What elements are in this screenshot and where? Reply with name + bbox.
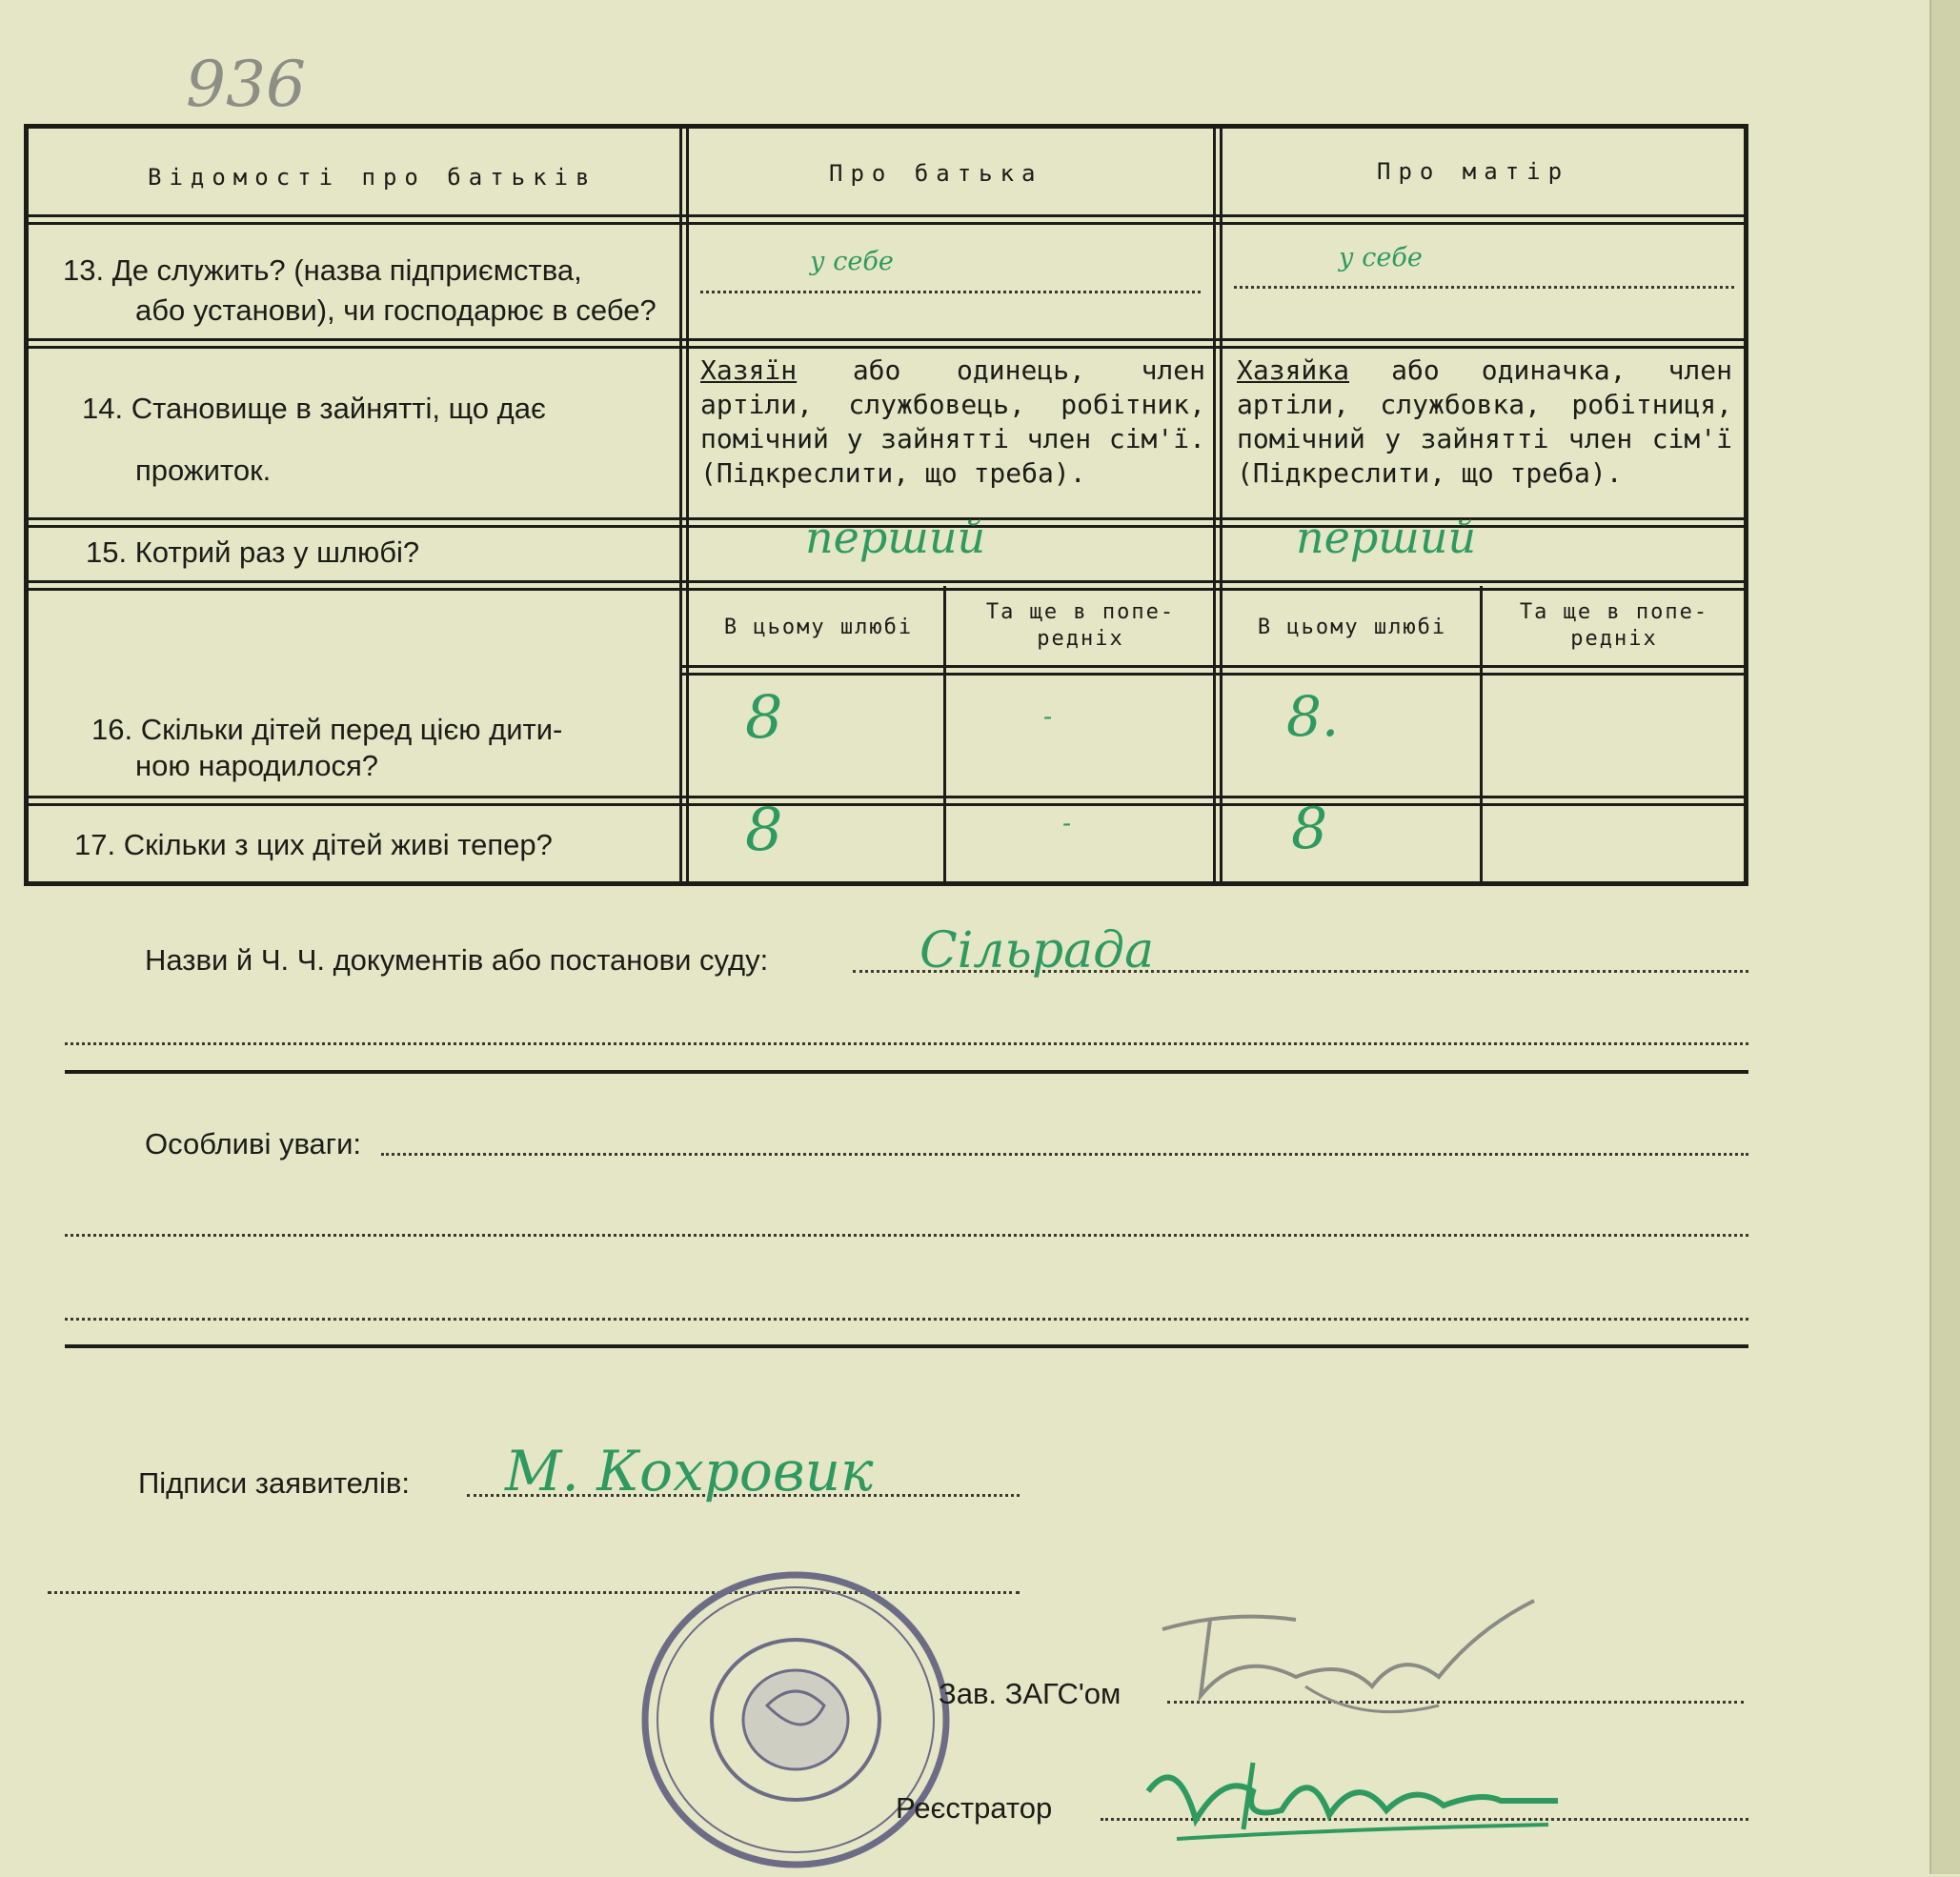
q17-father-this: 8: [745, 795, 783, 864]
row-line-subheader: [682, 665, 1744, 676]
row-line-13: [29, 338, 1744, 349]
q15-father-answer: перший: [805, 512, 986, 563]
q16-father-prev: -: [1043, 702, 1053, 732]
col-divider-2: [1213, 129, 1216, 886]
q17-father-prev: -: [1062, 809, 1072, 838]
signatures-label: Підписи заявителів:: [138, 1466, 410, 1500]
official-stamp: [634, 1563, 958, 1877]
subheader-father-prev-line1: Та ще в попе-: [985, 600, 1176, 624]
zags-head-signature: [1153, 1591, 1553, 1744]
q13-line1: 13. Де служить? (назва підприємства,: [63, 253, 582, 287]
archive-number: 936: [186, 48, 306, 121]
subheader-mother-prev: [1486, 599, 1742, 653]
documents-rule: [65, 1070, 1748, 1074]
remarks-line-2: [65, 1234, 1748, 1237]
q13-mother-answer: у себе: [1339, 243, 1423, 272]
registrar-signature: [1139, 1734, 1577, 1848]
q13-father-line: [700, 291, 1201, 293]
documents-line-2: [65, 1042, 1748, 1045]
q16-father-this: 8: [745, 682, 783, 752]
q15-question: 15. Котрий раз у шлюбі?: [86, 535, 420, 569]
q13-mother-line: [1234, 286, 1734, 289]
remarks-line-3: [65, 1318, 1748, 1321]
subheader-mother-this: В цьому шлюбі: [1257, 616, 1447, 639]
mother-option-rest: або одиначка, член артіли, службовка, робітниця, помічний у зайнятті член сім'ї (Підкреслити, що треба).: [1237, 354, 1732, 489]
q14-line2: прожиток.: [135, 454, 272, 487]
sub-divider-father: [943, 586, 946, 886]
paper-edge: [1930, 0, 1960, 1874]
subheader-mother-prev-line1: Та ще в попе-: [1519, 600, 1709, 624]
q13-line2: або установи), чи господарює в себе?: [135, 293, 657, 327]
father-option-underlined: Хазяїн: [700, 354, 798, 386]
col-divider-2b: [1220, 129, 1222, 886]
q16-mother-this: 8.: [1286, 684, 1340, 749]
documents-value: Сільрада: [919, 922, 1155, 979]
remarks-rule: [65, 1344, 1748, 1348]
mother-option-underlined: Хазяйка: [1237, 354, 1350, 386]
q16-line1: 16. Скільки дітей перед цією дити-: [91, 713, 563, 746]
q17-question: 17. Скільки з цих дітей живі тепер?: [74, 828, 553, 861]
remarks-line-1: [381, 1153, 1748, 1156]
registrar-label: Реєстратор: [896, 1791, 1053, 1825]
father-option-rest: або одинець, член артіли, службовець, робітник, помічний у зайнятті член сім'ї. (Підкреслити, що треба).: [700, 354, 1205, 489]
subheader-father-this: В цьому шлюбі: [723, 616, 914, 639]
header-mother: Про матір: [1377, 158, 1570, 185]
row-line-16: [29, 796, 1744, 806]
q17-mother-this: 8: [1291, 796, 1328, 862]
subheader-father-prev-line2: редніх: [1037, 627, 1124, 651]
subheader-mother-prev-line2: редніх: [1570, 627, 1658, 651]
row-line-header: [29, 214, 1744, 225]
header-parents: Відомості про батьків: [148, 164, 597, 191]
col-divider-1: [679, 129, 682, 886]
row-line-15: [29, 580, 1744, 591]
sub-divider-mother: [1480, 586, 1483, 886]
applicant-signature: М. Кохровик: [505, 1439, 874, 1504]
header-father: Про батька: [829, 160, 1043, 187]
q13-father-answer: у себе: [810, 247, 894, 276]
documents-label: Назви й Ч. Ч. документів або постанови суду:: [145, 943, 769, 977]
q14-mother-options: [1237, 353, 1732, 491]
q16-line2: ною народилося?: [135, 749, 378, 782]
subheader-father-prev: [951, 599, 1210, 653]
q15-mother-answer: перший: [1296, 512, 1477, 563]
parents-info-table: [24, 124, 1748, 886]
col-divider-1b: [686, 129, 689, 886]
zags-head-label: Зав. ЗАГС'ом: [939, 1677, 1121, 1710]
q14-line1: 14. Становище в зайнятті, що дає: [82, 392, 546, 425]
remarks-label: Особливі уваги:: [145, 1127, 362, 1161]
q14-father-options: [700, 353, 1205, 491]
